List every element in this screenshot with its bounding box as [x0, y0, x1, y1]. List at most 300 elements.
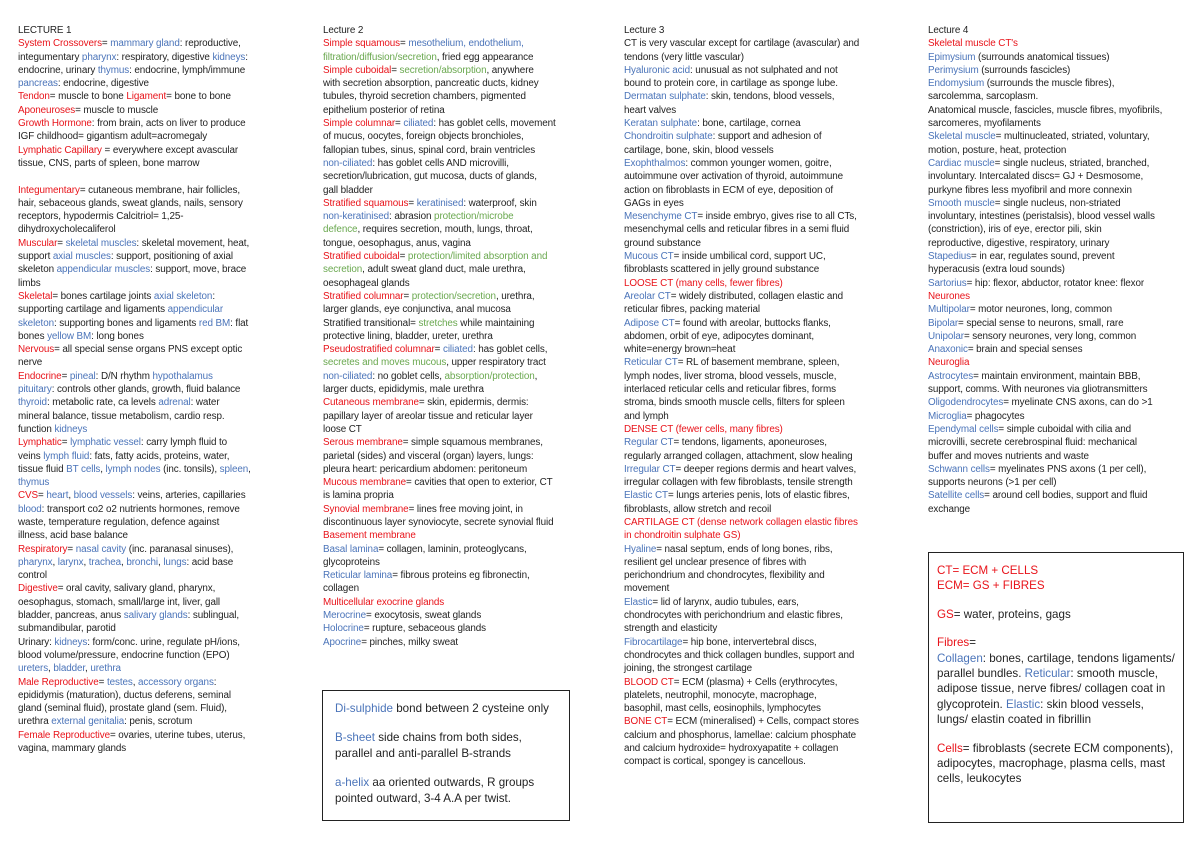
note-text: Cutaneous membrane [323, 397, 419, 409]
note-line [624, 64, 892, 77]
note-text: : flat [230, 317, 249, 329]
note-text: mesenchymal cells and reticular fibres in a semi fluid [624, 224, 850, 236]
note-text: papillary layer of areolar tissue and reticular layer [323, 410, 533, 422]
note-line [928, 343, 1196, 356]
note-text: = [403, 290, 412, 302]
note-line [624, 622, 892, 635]
note-text: Cells [937, 741, 963, 755]
note-text: DENSE CT (fewer cells, many fibres) [624, 423, 783, 435]
note-line [624, 569, 892, 582]
note-line [18, 77, 286, 90]
note-text: : [245, 51, 248, 63]
note-text: : penis, scrotum [124, 716, 193, 728]
note-line [18, 396, 286, 409]
note-text: = widely distributed, collagen elastic and [670, 290, 844, 302]
note-text: = multinucleated, striated, voluntary, [995, 131, 1150, 143]
note-line [624, 157, 892, 170]
note-text: integumentary [18, 51, 82, 63]
note-line [18, 450, 286, 463]
note-line [18, 622, 286, 635]
note-text: with secretion absorption, pancreatic ducts, kidney [323, 78, 539, 90]
note-line [18, 37, 286, 50]
note-line [18, 676, 286, 689]
note-line [323, 370, 591, 383]
note-text: , [158, 556, 164, 568]
note-line [18, 489, 286, 502]
note-line [624, 742, 892, 755]
note-text: : fats, fatty acids, proteins, water, [89, 450, 230, 462]
note-line [624, 117, 892, 130]
note-text: = [38, 490, 47, 502]
note-text: bones [18, 330, 48, 342]
note-line [928, 396, 1196, 409]
note-text: Neurones [928, 290, 971, 302]
note-text: spleen [219, 463, 249, 475]
note-line [323, 343, 591, 356]
note-text: ground substance [624, 237, 701, 249]
note-text: = lungs arteries penis, lots of elastic fibres, [668, 490, 850, 502]
note-line [624, 702, 892, 715]
note-line [18, 596, 286, 609]
note-text: Lymphatic [18, 437, 62, 449]
note-text: : respiratory, digestive [116, 51, 213, 63]
box-paragraph [335, 730, 559, 761]
note-text: abdomen, orbit of eye, adipocytes dominant, [624, 330, 815, 342]
note-line [323, 210, 591, 223]
note-text: stroma, binds smooth muscle cells, filters for spleen [624, 397, 845, 409]
note-text: involuntary, intestines (peristalsis), blood vessel walls [928, 211, 1155, 223]
note-text: appendicular muscles [56, 264, 151, 276]
note-text: , [83, 556, 89, 568]
note-text: = brain and special senses [967, 344, 1083, 356]
note-line [18, 529, 286, 542]
note-line [323, 622, 591, 635]
note-text: : transport co2 o2 nutrients hormones, remove [41, 503, 240, 515]
note-line [624, 90, 892, 103]
note-line [624, 277, 892, 290]
note-text: (constriction), iris of eye, erector pili, skin [928, 224, 1102, 236]
note-line [928, 489, 1196, 502]
note-text: axial skeleton [153, 290, 213, 302]
note-text: Ligament [126, 91, 167, 103]
note-text: buffer and moves nutrients and waste [928, 450, 1089, 462]
note-text: is lamina propria [323, 490, 394, 502]
note-line [18, 343, 286, 356]
note-text: Elastic [624, 596, 653, 608]
note-line [624, 450, 892, 463]
protein-structure-box [322, 690, 570, 821]
note-line [18, 250, 286, 263]
note-line [624, 636, 892, 649]
note-line [18, 556, 286, 569]
note-text: = muscle to bone [49, 91, 127, 103]
note-text: = [434, 344, 443, 356]
note-text: thyroid [18, 397, 47, 409]
note-line [624, 516, 892, 529]
note-text: Mesenchyme CT [624, 211, 698, 223]
note-text: : acid base [186, 556, 234, 568]
note-text: Urinary: [18, 636, 55, 648]
note-line [323, 503, 591, 516]
note-text: (surrounds the muscle fibres), [984, 78, 1115, 90]
note-line [928, 223, 1196, 236]
note-line [18, 436, 286, 449]
note-text: : support, move, brace [150, 264, 247, 276]
note-text: aa oriented outwards, R groups pointed outward, 3-4 A.A per twist. [335, 776, 535, 805]
note-text: (surrounds anatomical tissues) [975, 51, 1110, 63]
note-text: BT cells [66, 463, 101, 475]
note-text: limbs [18, 277, 41, 289]
note-line [18, 356, 286, 369]
note-line [624, 237, 892, 250]
note-text: hyperacusis (extra loud sounds) [928, 264, 1065, 276]
note-line [928, 356, 1196, 369]
note-text: Perimysium [928, 64, 979, 76]
note-line [624, 662, 892, 675]
note-text: B-sheet [335, 731, 375, 745]
note-text: bladder, pancreas, anus [18, 610, 124, 622]
note-text: : water [190, 397, 220, 409]
note-text: gland (seminal fluid), prostate gland (sem. Fluid), [18, 703, 227, 715]
note-text: in chondroitin sulphate GS) [624, 530, 741, 542]
note-text: = oral cavity, salivary gland, pharynx, [57, 583, 216, 595]
note-text: Multipolar [928, 304, 970, 316]
note-text: waste, temperature regulation, defence against [18, 516, 220, 528]
note-text: action on fibroblasts in ECM of eye, deposition of [624, 184, 834, 196]
note-text: Holocrine [323, 623, 364, 635]
note-line [928, 144, 1196, 157]
note-line [18, 144, 286, 157]
note-text: protective lining, bladder, ureter, urethra [323, 330, 493, 342]
note-text: ECM= GS + FIBRES [937, 579, 1045, 593]
note-text: yellow BM [47, 330, 92, 342]
note-text: stretches [418, 317, 458, 329]
note-text: = [408, 197, 417, 209]
note-text: calcium and phosphorus, lamellae: calcium phosphate [624, 729, 857, 741]
note-text: thymus [97, 64, 130, 76]
note-text: autoimmune over activation of thyroid, autoimmune [624, 171, 844, 183]
note-text: , urethra, [495, 290, 535, 302]
note-text: Astrocytes [928, 370, 974, 382]
note-text: heart valves [624, 104, 677, 116]
note-line [624, 343, 892, 356]
note-text: regularly arranged collagen, attachment, slow healing [624, 450, 853, 462]
lecture-2-notes [323, 37, 591, 649]
note-line [18, 742, 286, 755]
note-text: : no goblet cells, [372, 370, 445, 382]
note-text: Basement membrane [323, 530, 416, 542]
note-text: collagen [323, 583, 359, 595]
note-line [928, 370, 1196, 383]
note-text: heart [46, 490, 69, 502]
note-line [323, 569, 591, 582]
note-text: (inc. paranasal sinuses), [126, 543, 234, 555]
note-text: hair, sebaceous glands, sweat glands, nails, sensory [18, 197, 243, 209]
note-line [18, 290, 286, 303]
note-line [323, 237, 591, 250]
note-text: Mucous membrane [323, 477, 407, 489]
note-text: = everywhere except avascular [101, 144, 239, 156]
note-line [624, 263, 892, 276]
note-text: Skeletal muscle [928, 131, 996, 143]
note-line [18, 662, 286, 675]
note-text: dihydroxycholecaliferol [18, 224, 116, 236]
note-line [18, 582, 286, 595]
note-text: , [85, 663, 91, 675]
note-text: purkyne fibres less myofibril and more connexin [928, 184, 1132, 196]
note-text: larger glands, eye conjunctiva, anal mucosa [323, 304, 511, 316]
note-line [624, 396, 892, 409]
note-text: = fibroblasts (secrete ECM components), adipocytes, macrophage, plasma cells, mast cells, leukocytes [937, 741, 1174, 786]
note-text: = [61, 370, 70, 382]
note-text: Neuroglia [928, 357, 970, 369]
note-text: : smooth muscle, adipose tissue, nerve fibres/ collagen coat in glycoprotein. [937, 667, 1166, 711]
box-paragraph [937, 607, 1177, 622]
note-text: platelets, neutrophil, monocyte, macrophage, [624, 689, 817, 701]
note-text: nasal cavity [75, 543, 127, 555]
note-text: urethra [90, 663, 121, 675]
note-text: kidneys [54, 423, 88, 435]
note-text: fibroblasts scattered in jelly ground substance [624, 264, 820, 276]
note-text: Satellite cells [928, 490, 985, 502]
note-text: Endomysium [928, 78, 985, 90]
note-line [18, 503, 286, 516]
note-text: Simple cuboidal [323, 64, 392, 76]
note-text: = [395, 118, 404, 130]
note-text: support, comms. With neurones via gliotransmitters [928, 384, 1148, 396]
note-text: a-helix [335, 776, 370, 790]
note-line [928, 104, 1196, 117]
note-text: = [101, 38, 111, 50]
note-line [624, 503, 892, 516]
note-line [624, 330, 892, 343]
note-text: secretes and moves mucous [323, 357, 447, 369]
note-text: Skeletal muscle CT's [928, 38, 1018, 50]
note-text: tissue fluid [18, 463, 67, 475]
note-text: Hyaluronic acid [624, 64, 691, 76]
note-line [624, 556, 892, 569]
note-line [18, 516, 286, 529]
note-text: Elastic [1005, 697, 1041, 711]
note-text: CT is very vascular except for cartilage (avascular) and [624, 38, 860, 50]
note-text: kidneys [54, 636, 88, 648]
note-line [18, 184, 286, 197]
note-line [624, 689, 892, 702]
note-line [323, 197, 591, 210]
note-line [624, 436, 892, 449]
note-text: Respiratory [18, 543, 68, 555]
note-text: = inside umbilical cord, support UC, [673, 251, 826, 263]
note-text: Cardiac muscle [928, 157, 995, 169]
note-text: = around cell bodies, support and fluid [984, 490, 1148, 502]
note-line [928, 210, 1196, 223]
note-line [928, 90, 1196, 103]
note-text: : long bones [91, 330, 144, 342]
box-paragraph [937, 563, 1177, 594]
note-text: Regular CT [624, 437, 674, 449]
note-text: Fibres [937, 636, 970, 650]
note-text: pharynx [18, 556, 53, 568]
note-line [323, 223, 591, 236]
note-text: bladder [53, 663, 86, 675]
note-text: : bones, cartilage, tendons ligaments/ parallel bundles. [937, 651, 1175, 681]
note-text: : [212, 290, 215, 302]
note-text: Tendon [18, 91, 50, 103]
lecture-3-notes [624, 37, 892, 768]
note-text: CVS [18, 490, 39, 502]
note-line [18, 197, 286, 210]
note-text: Stratified squamous [323, 197, 409, 209]
note-text: : veins, arteries, capillaries [132, 490, 246, 502]
note-text: = found with areolar, buttocks flanks, [674, 317, 831, 329]
note-line [18, 383, 286, 396]
note-text: = [399, 251, 408, 263]
note-text: Microglia [928, 410, 967, 422]
note-line [323, 463, 591, 476]
note-text: keratinised [416, 197, 464, 209]
lecture-2-title: Lecture 2 [323, 25, 364, 36]
note-text: CARTILAGE CT (dense network collagen elastic fibres [624, 516, 858, 528]
note-text: = collagen, laminin, proteoglycans, [378, 543, 527, 555]
note-text: Oligodendrocytes [928, 397, 1004, 409]
note-line [323, 277, 591, 290]
note-line [323, 596, 591, 609]
note-text: Dermatan sulphate [624, 91, 706, 103]
note-text: : support, positioning of axial [110, 251, 233, 263]
note-text: = myelinate CNS axons, can do >1 [1003, 397, 1153, 409]
note-text: : skin blood vessels, lungs/ elastin coated in fibrillin [937, 697, 1144, 727]
note-text: skeleton [18, 317, 54, 329]
note-text: : [213, 676, 217, 688]
note-line [323, 51, 591, 64]
note-text: : controls other glands, growth, fluid balance [51, 384, 241, 396]
note-line [928, 410, 1196, 423]
note-text: mineral balance, tissue metabolism, cardio resp. [18, 410, 225, 422]
note-line [323, 423, 591, 436]
note-text: , [100, 463, 106, 475]
note-text: Stratified cuboidal [323, 251, 400, 263]
box-paragraph [335, 701, 559, 716]
note-line [18, 64, 286, 77]
note-text: oesophagus, stomach, small/large int, liver, gall [18, 596, 221, 608]
note-text: of mucus, oocytes, foreign objects bronchioles, [323, 131, 524, 143]
note-text: lymphatic vessel [70, 437, 141, 449]
note-text: = fibrous proteins eg fibronectin, [392, 570, 530, 582]
note-text: Bipolar [928, 317, 959, 329]
note-line [18, 117, 286, 130]
note-line [323, 104, 591, 117]
note-line [323, 436, 591, 449]
note-text: = cavities that open to exterior, CT [406, 477, 553, 489]
note-text: interlaced reticular cells and reticular fibres, forms [624, 384, 836, 396]
note-text: Female Reproductive [18, 729, 110, 741]
note-line [624, 104, 892, 117]
note-line [18, 157, 286, 170]
note-text: microvilli, secrete cerebrospinal fluid: mechanical [928, 437, 1137, 449]
note-text: Mucous CT [624, 251, 674, 263]
note-text: = all special sense organs PNS except optic [54, 344, 243, 356]
note-text: external genitalia [51, 716, 125, 728]
note-line [624, 37, 892, 50]
note-text: exchange [928, 503, 971, 515]
note-line [624, 463, 892, 476]
note-text: Nervous [18, 344, 55, 356]
note-text: , adult sweat gland duct, male urethra, [362, 264, 526, 276]
note-line [928, 64, 1196, 77]
note-line [323, 130, 591, 143]
lecture-3-title: Lecture 3 [624, 25, 665, 36]
note-line [323, 556, 591, 569]
note-text: = exocytosis, sweat glands [366, 610, 482, 622]
note-text: = pinches, milky sweat [361, 636, 459, 648]
note-line [18, 130, 286, 143]
note-text: (surrounds fascicles) [978, 64, 1071, 76]
note-text: GAGs in eyes [624, 197, 684, 209]
note-text: secretion/absorption [399, 64, 487, 76]
note-text: Stratified columnar [323, 290, 404, 302]
note-text: = lid of larynx, audio tubules, ears, [652, 596, 799, 608]
lecture-4-notes [928, 37, 1196, 516]
note-text: = hip bone, intervertebral discs, [682, 636, 817, 648]
note-line [624, 582, 892, 595]
note-text: thymus [18, 477, 50, 489]
note-text: receptors, hypodermis Calcitriol= 1,25- [18, 211, 184, 223]
note-text: , [52, 556, 58, 568]
note-text: blood volume/pressure, endocrine function (EPO) [18, 649, 230, 661]
note-text: : has goblet cells AND microvilli, [372, 157, 509, 169]
note-line [18, 543, 286, 556]
note-line [18, 569, 286, 582]
note-text: , upper respiratory tract [446, 357, 546, 369]
note-text: = [61, 437, 71, 449]
note-text: chondrocytes and thick collagen bundles, support and [624, 649, 855, 661]
note-line [323, 582, 591, 595]
note-text: compact is cortical, spongey is cancellous. [624, 756, 806, 768]
note-text: Aponeuroses [18, 104, 76, 116]
note-line [323, 543, 591, 556]
note-text: : bone, cartilage, cornea [697, 118, 801, 130]
note-text: joining, the strongest cartilage [624, 663, 752, 675]
note-line [18, 210, 286, 223]
note-line [928, 423, 1196, 436]
note-line [928, 290, 1196, 303]
note-line [928, 503, 1196, 516]
note-line [323, 117, 591, 130]
note-text: larger ducts, epididymis, male urethra [323, 384, 484, 396]
note-text: = water, proteins, gags [953, 607, 1071, 621]
note-text: pituitary [18, 384, 52, 396]
note-text: Anatomical muscle, fascicles, muscle fibres, myofibrils, [928, 104, 1163, 116]
note-line [624, 197, 892, 210]
note-line [624, 755, 892, 768]
note-text: Lymphatic Capillary [18, 144, 102, 156]
note-text: lymph nodes [105, 463, 161, 475]
note-line [323, 609, 591, 622]
note-text: : D/N rhythm [95, 370, 153, 382]
note-text: adrenal [158, 397, 191, 409]
note-line [624, 317, 892, 330]
note-text: = phagocytes [966, 410, 1025, 422]
note-line [928, 51, 1196, 64]
note-line [624, 210, 892, 223]
note-line [624, 170, 892, 183]
note-text: = motor neurones, long, common [969, 304, 1112, 316]
note-text: parietal (sides) and visceral (organ) layers, lungs: [323, 450, 534, 462]
note-line [928, 436, 1196, 449]
note-line [928, 317, 1196, 330]
note-text: cartilage, bone, skin, blood vessels [624, 144, 774, 156]
note-line [624, 715, 892, 728]
